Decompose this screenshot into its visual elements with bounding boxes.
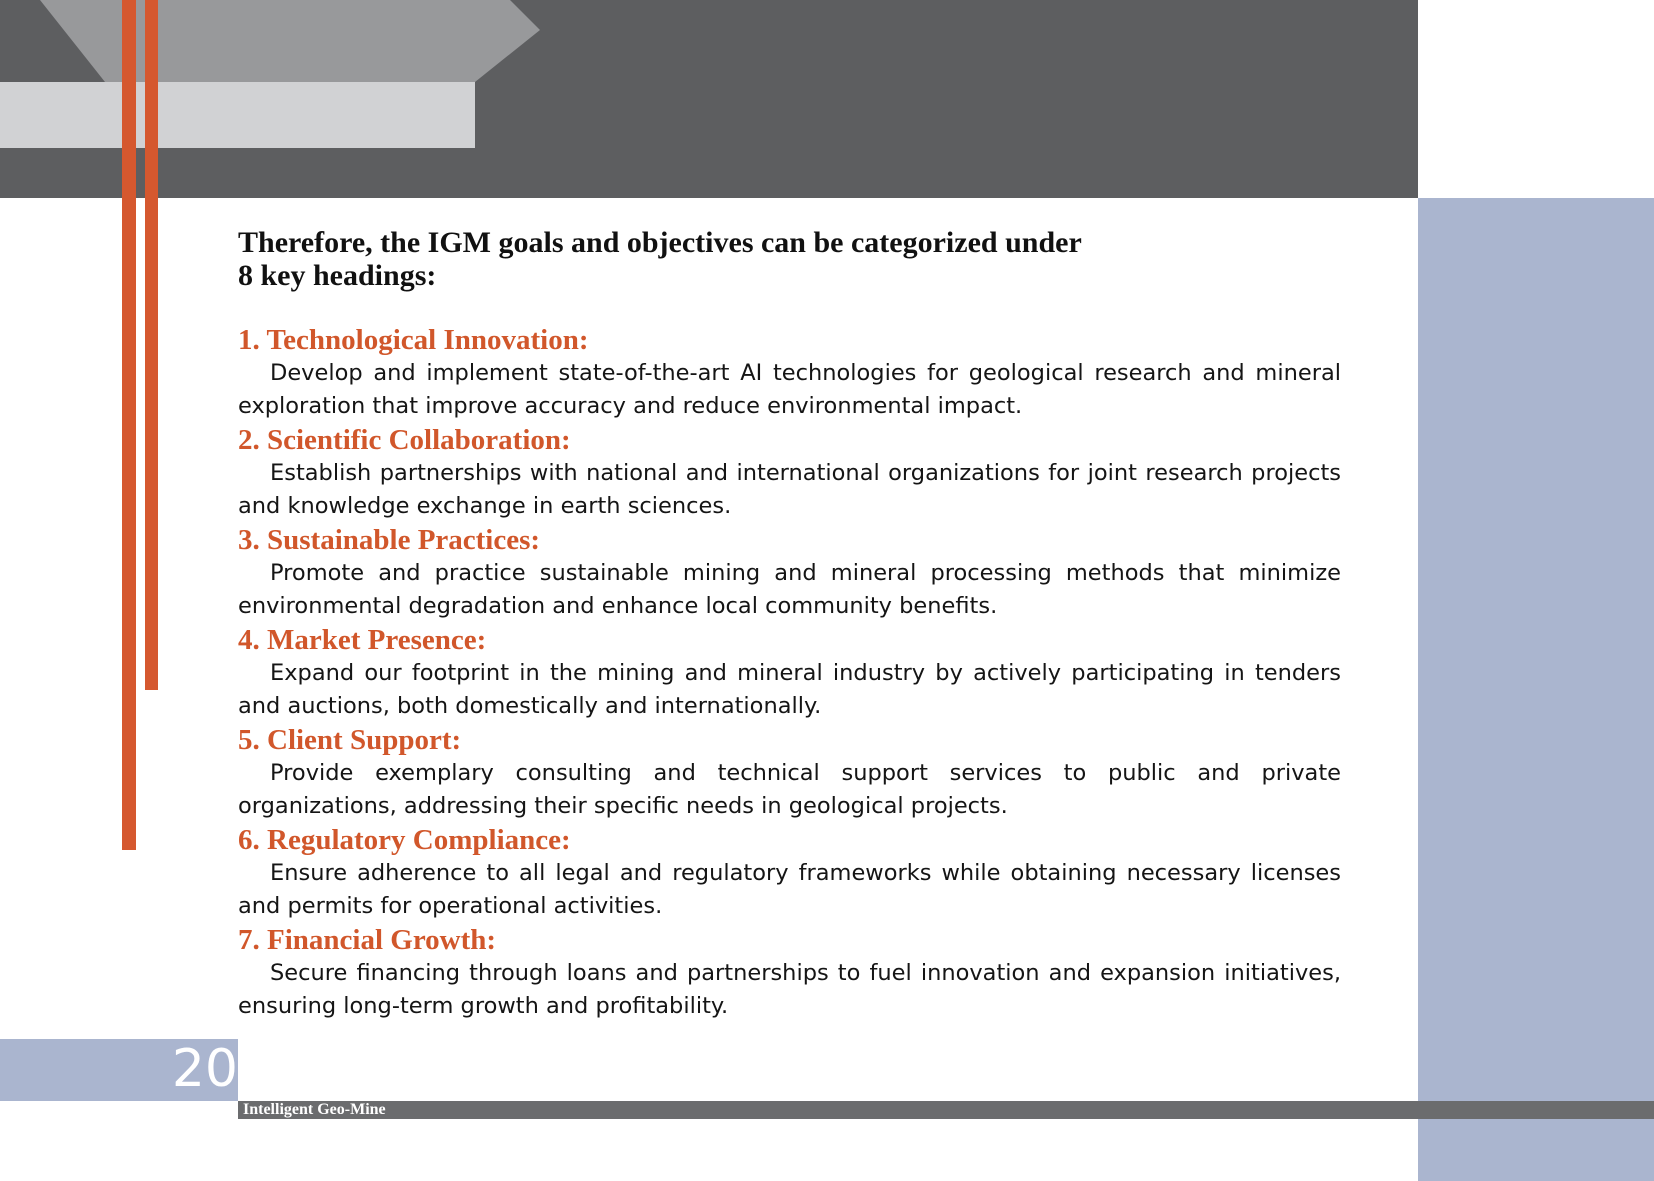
intro-heading: Therefore, the IGM goals and objectives can be categorized under 8 key headings:	[238, 226, 1082, 292]
header-light-bar	[0, 82, 475, 148]
goal-item	[238, 323, 1341, 423]
goal-heading: 6. Regulatory Compliance:	[238, 824, 571, 856]
goal-heading: 2. Scientific Collaboration:	[238, 424, 571, 456]
goal-item	[238, 823, 1341, 923]
goal-heading: 1. Technological Innovation:	[238, 324, 589, 356]
side-panel	[1418, 198, 1654, 1181]
goal-description: Ensure adherence to all legal and regulatory frameworks while obtaining necessary licenses and permits for operational activities.	[238, 860, 1341, 919]
goal-description: Secure financing through loans and partnerships to fuel innovation and expansion initiatives, ensuring long-term growth and profitability.	[238, 960, 1341, 1019]
goal-description: Establish partnerships with national and international organizations for joint research projects and knowledge exchange in earth sciences.	[238, 460, 1341, 519]
goal-heading: 3. Sustainable Practices:	[238, 524, 541, 556]
goal-description: Promote and practice sustainable mining and mineral processing methods that minimize environmental degradation and enhance local community benefits.	[238, 560, 1341, 619]
goal-description: Provide exemplary consulting and technical support services to public and private organizations, addressing their specific needs in geological projects.	[238, 760, 1341, 819]
goal-description: Expand our footprint in the mining and mineral industry by actively participating in tenders and auctions, both domestically and internationally.	[238, 660, 1341, 719]
header-chevron-shape	[0, 0, 540, 82]
goal-item	[238, 423, 1341, 523]
accent-stripe-right	[145, 0, 158, 690]
goal-item	[238, 523, 1341, 623]
footer-brand: Intelligent Geo-Mine	[243, 1101, 386, 1118]
page-number: 20	[171, 1039, 238, 1099]
goal-item	[238, 723, 1341, 823]
goal-heading: 4. Market Presence:	[238, 624, 487, 656]
goal-item	[238, 623, 1341, 723]
goal-list	[238, 323, 1341, 1023]
goal-item	[238, 923, 1341, 1023]
goal-heading: 5. Client Support:	[238, 724, 462, 756]
goal-description: Develop and implement state-of-the-art AI technologies for geological research and mineral exploration that improve accuracy and reduce environmental impact.	[238, 360, 1341, 419]
accent-stripe-left	[122, 0, 136, 850]
main-content	[238, 226, 1341, 1023]
footer-bar	[238, 1101, 1654, 1119]
goal-heading: 7. Financial Growth:	[238, 924, 497, 956]
